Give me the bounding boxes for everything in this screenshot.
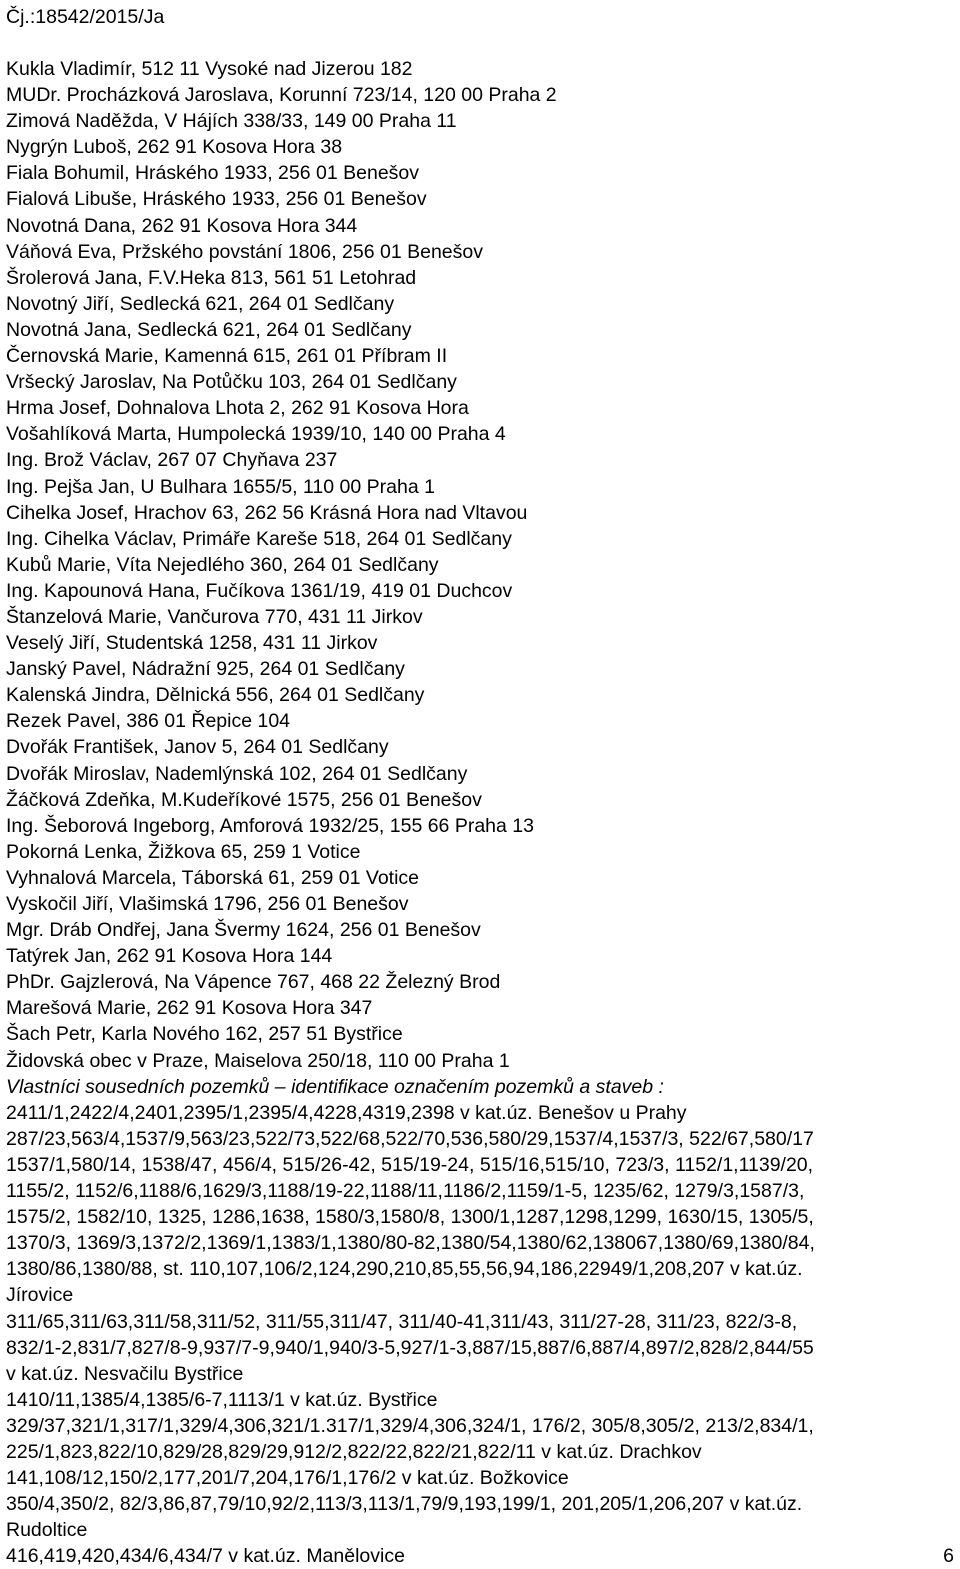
parcel-line: 2411/1,2422/4,2401,2395/1,2395/4,4228,4319,2398 v kat.úz. Benešov u Prahy: [6, 1101, 687, 1124]
last-line: [6, 1543, 954, 1569]
parcel-line: 832/1-2,831/7,827/8-9,937/7-9,940/1,940/3-5,927/1-3,887/15,887/6,887/4,897/2,828/2,844/55: [6, 1336, 814, 1359]
owner-line: Štanzelová Marie, Vančurova 770, 431 11 Jirkov: [6, 605, 423, 628]
parcel-line: 1537/1,580/14, 1538/47, 456/4, 515/26-42, 515/19-24, 515/16,515/10, 723/3, 1152/1,1139/20,: [6, 1153, 814, 1176]
owner-line: Cihelka Josef, Hrachov 63, 262 56 Krásná Hora nad Vltavou: [6, 501, 528, 524]
owner-line: Ing. Kapounová Hana, Fučíkova 1361/19, 419 01 Duchcov: [6, 579, 513, 602]
parcel-line: 1380/86,1380/88, st. 110,107,106/2,124,290,210,85,55,56,94,186,22949/1,208,207 v kat.úz.: [6, 1258, 803, 1281]
owner-line: Ing. Cihelka Václav, Primáře Kareše 518, 264 01 Sedlčany: [6, 527, 512, 550]
reference-number: Čj.:18542/2015/Ja: [6, 6, 165, 28]
owner-line: Ing. Brož Václav, 267 07 Chyňava 237: [6, 449, 338, 472]
owner-line: Ing. Pejša Jan, U Bulhara 1655/5, 110 00 Praha 1: [6, 475, 435, 498]
owner-line: Vyskočil Jiří, Vlašimská 1796, 256 01 Benešov: [6, 893, 409, 915]
last-line-text: 416,419,420,434/6,434/7 v kat.úz. Manělovice: [6, 1545, 405, 1568]
parcel-line: 1575/2, 1582/10, 1325, 1286,1638, 1580/3,1580/8, 1300/1,1287,1298,1299, 1630/15, 1305/5,: [6, 1206, 814, 1229]
owner-line: Janský Pavel, Nádražní 925, 264 01 Sedlčany: [6, 658, 405, 681]
owner-line: Šach Petr, Karla Nového 162, 257 51 Bystřice: [6, 1023, 403, 1046]
owner-line: Nygrýn Luboš, 262 91 Kosova Hora 38: [6, 136, 343, 159]
neighbors-heading: Vlastníci sousedních pozemků – identifikace označením pozemků a staveb :: [6, 1075, 664, 1098]
owner-line: Hrma Josef, Dohnalova Lhota 2, 262 91 Kosova Hora: [6, 397, 469, 420]
parcel-line: 1155/2, 1152/6,1188/6,1629/3,1188/19-22,1188/11,1186/2,1159/1-5, 1235/62, 1279/3,1587/3,: [6, 1180, 805, 1203]
owner-line: Vršecký Jaroslav, Na Potůčku 103, 264 01 Sedlčany: [6, 371, 457, 394]
owner-line: Vyhnalová Marcela, Táborská 61, 259 01 Votice: [6, 866, 420, 889]
owner-line: Kukla Vladimír, 512 11 Vysoké nad Jizerou 182: [6, 58, 413, 80]
owner-line: Šrolerová Jana, F.V.Heka 813, 561 51 Letohrad: [6, 266, 417, 289]
owner-line: Novotný Jiří, Sedlecká 621, 264 01 Sedlčany: [6, 292, 395, 315]
parcel-list: [6, 1100, 954, 1544]
parcel-line: 1370/3, 1369/3,1372/2,1369/1,1383/1,1380/80-82,1380/54,1380/62,138067,1380/69,1380/84,: [6, 1232, 815, 1255]
parcel-line: 350/4,350/2, 82/3,86,87,79/10,92/2,113/3,113/1,79/9,193,199/1, 201,205/1,206,207 v kat.úz.: [6, 1493, 803, 1516]
owner-line: Kubů Marie, Víta Nejedlého 360, 264 01 Sedlčany: [6, 553, 439, 576]
parcel-line: Jírovice: [6, 1284, 74, 1307]
owner-line: PhDr. Gajzlerová, Na Vápence 767, 468 22 Železný Brod: [6, 971, 501, 994]
owner-line: Pokorná Lenka, Žižkova 65, 259 1 Votice: [6, 840, 361, 863]
owner-line: Židovská obec v Praze, Maiselova 250/18, 110 00 Praha 1: [6, 1049, 510, 1072]
parcel-line: 225/1,823,822/10,829/28,829/29,912/2,822/22,822/21,822/11 v kat.úz. Drachkov: [6, 1440, 702, 1463]
owner-line: Zimová Naděžda, V Hájích 338/33, 149 00 Praha 11: [6, 110, 457, 133]
owner-line: Veselý Jiří, Studentská 1258, 431 11 Jirkov: [6, 632, 378, 655]
owner-line: Dvořák Miroslav, Nademlýnská 102, 264 01 Sedlčany: [6, 762, 468, 785]
owner-line: Dvořák František, Janov 5, 264 01 Sedlčany: [6, 736, 389, 759]
owner-line: Žáčková Zdeňka, M.Kudeříkové 1575, 256 01 Benešov: [6, 788, 482, 811]
owner-line: Fiala Bohumil, Hráského 1933, 256 01 Benešov: [6, 162, 420, 185]
parcel-line: v kat.úz. Nesvačilu Bystřice: [6, 1362, 244, 1385]
owner-line: MUDr. Procházková Jaroslava, Korunní 723/14, 120 00 Praha 2: [6, 84, 557, 107]
owner-line: Černovská Marie, Kamenná 615, 261 01 Příbram II: [6, 345, 448, 368]
owner-line: Váňová Eva, Pržského povstání 1806, 256 01 Benešov: [6, 240, 483, 263]
parcel-line: 1410/11,1385/4,1385/6-7,1113/1 v kat.úz. Bystřice: [6, 1388, 438, 1411]
owner-list: [6, 56, 954, 1074]
owner-line: Mgr. Dráb Ondřej, Jana Švermy 1624, 256 01 Benešov: [6, 919, 481, 942]
owner-line: Kalenská Jindra, Dělnická 556, 264 01 Sedlčany: [6, 684, 425, 707]
owner-line: Vošahlíková Marta, Humpolecká 1939/10, 140 00 Praha 4: [6, 423, 506, 446]
parcel-line: 141,108/12,150/2,177,201/7,204,176/1,176/2 v kat.úz. Božkovice: [6, 1467, 569, 1490]
parcel-line: 311/65,311/63,311/58,311/52, 311/55,311/47, 311/40-41,311/43, 311/27-28, 311/23, 822/3-8,: [6, 1310, 798, 1333]
parcel-line: 287/23,563/4,1537/9,563/23,522/73,522/68,522/70,536,580/29,1537/4,1537/3, 522/67,580/17: [6, 1127, 814, 1150]
parcel-line: Rudoltice: [6, 1519, 88, 1542]
page-number: 6: [943, 1545, 954, 1568]
document-body: [6, 56, 954, 1569]
parcel-line: 329/37,321/1,317/1,329/4,306,321/1.317/1,329/4,306,324/1, 176/2, 305/8,305/2, 213/2,834/1,: [6, 1414, 814, 1437]
owner-line: Novotná Jana, Sedlecká 621, 264 01 Sedlčany: [6, 318, 412, 341]
owner-line: Fialová Libuše, Hráského 1933, 256 01 Benešov: [6, 188, 427, 211]
owner-line: Novotná Dana, 262 91 Kosova Hora 344: [6, 214, 358, 237]
owner-line: Marešová Marie, 262 91 Kosova Hora 347: [6, 997, 373, 1020]
owner-line: Rezek Pavel, 386 01 Řepice 104: [6, 710, 291, 733]
owner-line: Ing. Šeborová Ingeborg, Amforová 1932/25, 155 66 Praha 13: [6, 814, 534, 837]
owner-line: Tatýrek Jan, 262 91 Kosova Hora 144: [6, 945, 333, 968]
